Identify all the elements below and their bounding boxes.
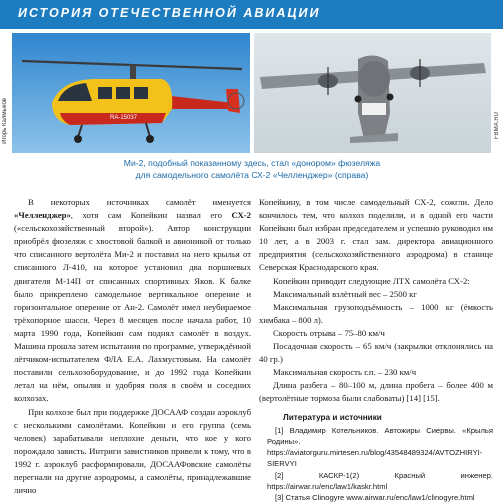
text-run: , хотя сам Копейкин назвал его	[71, 210, 232, 220]
aircraft-image	[254, 33, 491, 153]
references-title: Литература и источники	[267, 412, 493, 423]
aircraft-name: «Челленджер»	[14, 210, 71, 220]
paragraph: Копейкину, в том числе самодельный СХ-2, сожгли. Дело кончилось тем, что колхоз поделили, и в одной его части Копейкин был избран председателем и успешно руководил им 10 лет, а в 2003 г. стал зам. директора авиационного предприятия (сельскохозяйственного аэродрома) в станице Северская Краснодарского края.	[259, 196, 493, 275]
right-photo-credit: FBMA.RU	[494, 112, 500, 139]
spec-line: Длина разбега – 80–100 м, длина пробега – более 400 м (вертолётные тормоза были слабоваты) [14] [15].	[259, 379, 493, 405]
left-photo-credit: Игорь Калмыков	[2, 98, 8, 144]
section-title: ИСТОРИЯ ОТЕЧЕСТВЕННОЙ АВИАЦИИ	[18, 6, 321, 20]
spec-line: Максимальная скорость г.п. – 230 км/ч	[259, 366, 493, 379]
aircraft-designation: СХ-2	[231, 210, 251, 220]
text-run: («сельскохозяйственный второй»). Автор конструкции приобрёл фюзеляж с хвостовой балкой и авионикой от только что списанного вертолёта Ми-2 и поставил на него крылья от списанного Л-410, на которое установил два поршневых двигателя М-14П от списанных спортивных Яков. К балке было прикреплено самодельное вертикальное оперение и горизонтальное оперение от Ан-2. Самолёт имел неубираемое трёхопорное шасси. Через 8 месяцев после начала работ, 10 марта 1990 года, Копейкин сам поднял самолёт в воздух. Машина прошла затем испытания по программе, утверждённой лётчиком-испытателем ФЛА Е.А. Лахмустовым. На самолёт поставили сельхозоборудование, и до 1992 года Копейкин летал на нём, опыляя и удобряя поля в своём и соседних колхозах.	[14, 223, 251, 403]
spec-line: Максимальный взлётный вес – 2500 кг	[259, 288, 493, 301]
paragraph: При колхозе был при поддержке ДОСААФ создан аэроклуб с несколькими самолётами. Копейкин и его группа (семь человек) зарабатывали неплохие деньги, что кое у кого порождало зависть. Интриги завистников привели к тому, что в 1992 г. аэроклуб расформировали, ДОСААФовские самолёты перегнали на другие аэродромы, а самолёты, принадлежавшие лично	[14, 406, 251, 498]
paragraph: Копейкин приводит следующие ЛТХ самолёта СХ-2:	[259, 275, 493, 288]
reference-item: [3] Статья Clinogyre www.airwar.ru/enc/law1/clinogyre.html	[259, 492, 493, 503]
helicopter-image	[12, 33, 250, 153]
caption-line-2: для самодельного самолёта СХ-2 «Челленджер» (справа)	[40, 170, 464, 182]
references-section	[259, 412, 493, 503]
section-header	[0, 0, 503, 29]
spec-line: Посадочная скорость – 65 км/ч (закрылки отклонялись на 40 гр.)	[259, 340, 493, 366]
reference-item: [1] Владимир Котельников. Автожиры Сиервы. «Крылья Родины». https://aviatorguru.mirtesen.ru/blog/43548489324/AVTOZHIRYI-SIERVYI	[259, 425, 493, 470]
text-run: В некоторых источниках самолёт именуется	[28, 197, 251, 207]
aircraft-photo	[254, 33, 491, 153]
caption-line-1: Ми-2, подобный показанному здесь, стал «донором» фюзеляжа	[40, 158, 464, 170]
left-text-column	[14, 196, 251, 497]
helicopter-photo	[12, 33, 250, 153]
spec-line: Скорость отрыва – 75–80 км/ч	[259, 327, 493, 340]
reference-item: [2] КАСКР-1(2) Красный инженер. https://airwar.ru/enc/law1/kaskr.html	[259, 470, 493, 492]
registration-text: RA-15037	[110, 115, 138, 121]
figure-caption	[40, 158, 464, 181]
right-text-column	[259, 196, 493, 503]
paragraph	[14, 196, 251, 406]
spec-line: Максимальная грузоподъёмность – 1000 кг (ёмкость химбака – 800 л).	[259, 301, 493, 327]
